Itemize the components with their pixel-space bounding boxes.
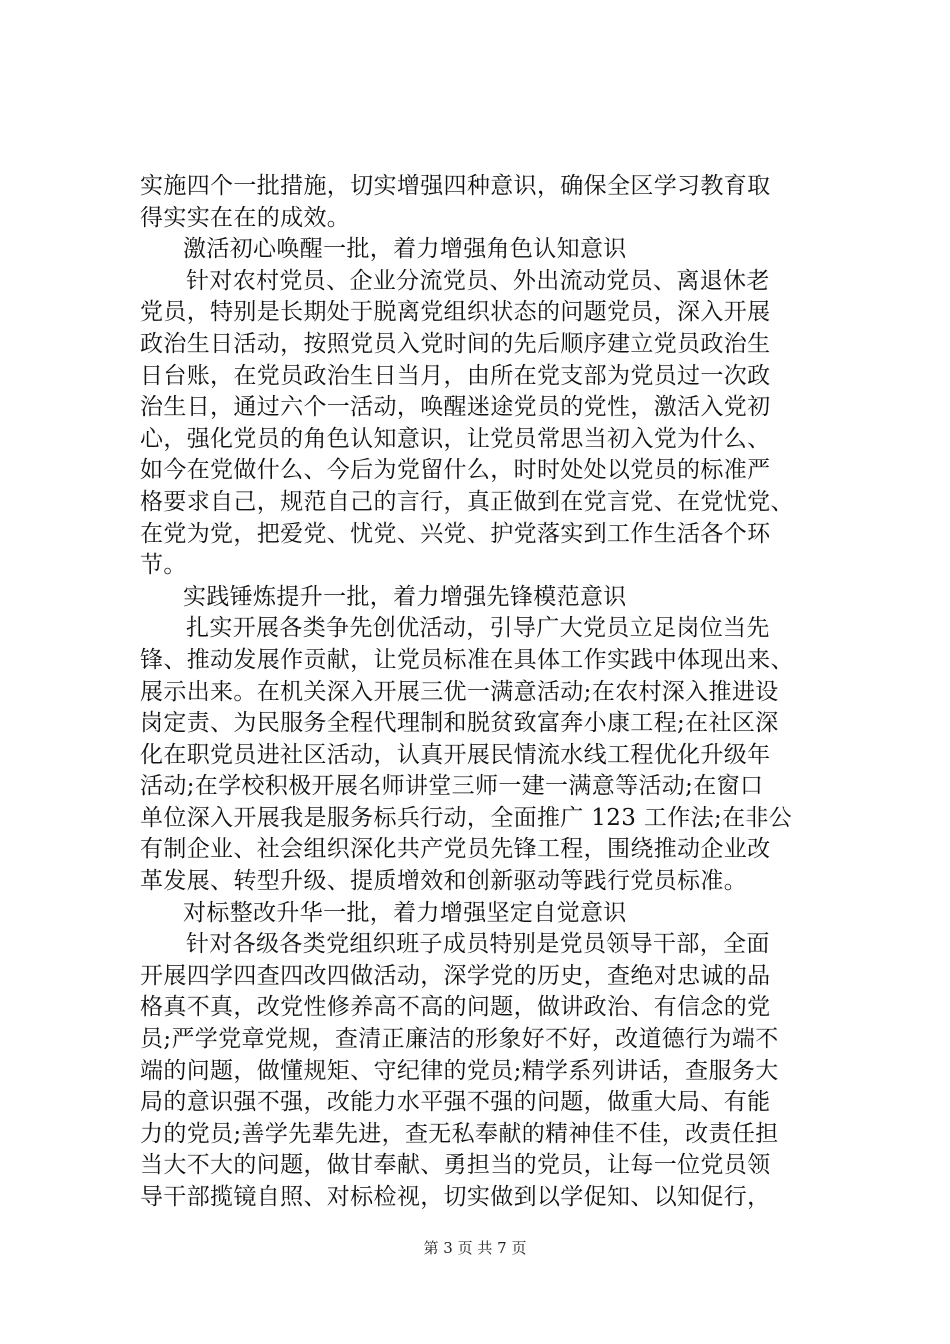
section-heading: 激活初心唤醒一批，着力增强角色认知意识 — [183, 236, 627, 263]
document-body — [140, 171, 848, 1214]
paragraph-line: 开展四学四查四改四做活动，深学党的历史，查绝对忠诚的品 — [140, 962, 771, 989]
paragraph-line: 展示出来。在机关深入开展三优一满意活动;在农村深入推进设 — [140, 678, 779, 705]
section-heading: 实践锤炼提升一批，着力增强先锋模范意识 — [183, 583, 627, 610]
paragraph-line: 端的问题，做懂规矩、守纪律的党员;精学系列讲话，查服务大 — [140, 1057, 779, 1084]
paragraph-line: 节。 — [140, 552, 187, 579]
section-heading: 对标整改升华一批，着力增强坚定自觉意识 — [183, 899, 627, 926]
paragraph-line: 实施四个一批措施，切实增强四种意识，确保全区学习教育取 — [140, 173, 771, 199]
paragraph-line: 党员，特别是长期处于脱离党组织状态的问题党员，深入开展 — [140, 299, 771, 326]
paragraph-line: 格真不真，改党性修养高不高的问题，做讲政治、有信念的党 — [140, 994, 771, 1021]
paragraph-line: 力的党员;善学先辈先进，查无私奉献的精神佳不佳，改责任担 — [140, 1120, 779, 1147]
paragraph-line: 在党为党，把爱党、忧党、兴党、护党落实到工作生活各个环 — [140, 520, 771, 547]
paragraph-line: 员;严学党章党规，查清正廉洁的形象好不好，改道德行为端不 — [140, 1026, 779, 1053]
paragraph-line: 格要求自己，规范自己的言行，真正做到在党言党、在党忧党、 — [140, 488, 794, 515]
paragraph-line: 心，强化党员的角色认知意识，让党员常思当初入党为什么、 — [140, 425, 771, 452]
paragraph-line: 扎实开展各类争先创优活动，引导广大党员立足岗位当先 — [186, 615, 770, 642]
paragraph-line: 活动;在学校积极开展名师讲堂三师一建一满意等活动;在窗口 — [140, 773, 764, 800]
paragraph-line: 岗定责、为民服务全程代理制和脱贫致富奔小康工程;在社区深 — [140, 710, 779, 737]
paragraph-line: 针对各级各类党组织班子成员特别是党员领导干部，全面 — [186, 931, 770, 958]
paragraph-line: 如今在党做什么、今后为党留什么，时时处处以党员的标准严 — [140, 457, 771, 484]
paragraph-line: 针对农村党员、企业分流党员、外出流动党员、离退休老 — [186, 267, 770, 294]
paragraph-line: 单位深入开展我是服务标兵行动，全面推广 123 工作法;在非公 — [140, 804, 793, 831]
paragraph-line: 政治生日活动，按照党员入党时间的先后顺序建立党员政治生 — [140, 330, 771, 357]
paragraph-line: 当大不大的问题，做甘奉献、勇担当的党员，让每一位党员领 — [140, 1152, 771, 1179]
paragraph-line: 日台账，在党员政治生日当月，由所在党支部为党员过一次政 — [140, 362, 771, 389]
paragraph-line: 导干部揽镜自照、对标检视，切实做到以学促知、以知促行， — [140, 1184, 771, 1210]
paragraph-line: 锋、推动发展作贡献，让党员标准在具体工作实践中体现出来、 — [140, 646, 794, 673]
paragraph-line: 局的意识强不强，改能力水平强不强的问题，做重大局、有能 — [140, 1089, 771, 1116]
paragraph-line: 革发展、转型升级、提质增效和创新驱动等践行党员标准。 — [140, 868, 748, 895]
paragraph-line: 有制企业、社会组织深化共产党员先锋工程，围绕推动企业改 — [140, 836, 771, 863]
paragraph-line: 化在职党员进社区活动，认真开展民情流水线工程优化升级年 — [140, 741, 771, 768]
paragraph-line: 得实实在在的成效。 — [140, 204, 351, 231]
paragraph-line: 治生日，通过六个一活动，唤醒迷途党员的党性，激活入党初 — [140, 394, 771, 421]
page-number-footer: 第 3 页 共 7 页 — [423, 1239, 527, 1257]
